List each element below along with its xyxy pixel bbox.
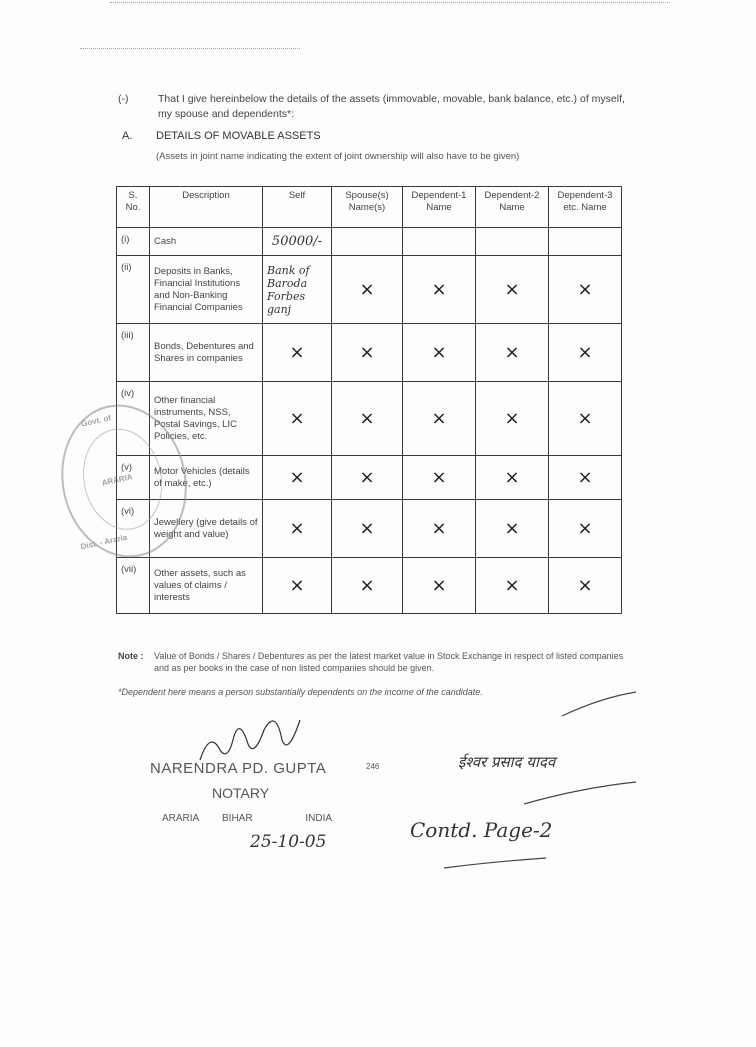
notary-name: NARENDRA PD. GUPTA (150, 760, 327, 777)
row-dependent-1-value (403, 256, 476, 324)
row-sno: (v) (117, 456, 150, 500)
cross-mark: × (431, 575, 447, 596)
cross-mark: × (431, 518, 447, 539)
intro-number: (-) (118, 93, 129, 105)
row-sno: (vii) (117, 558, 150, 614)
row-dependent-2-value (476, 456, 549, 500)
note-label: Note : (118, 651, 144, 661)
cross-mark: × (359, 518, 375, 539)
row-dependent-1-value (403, 456, 476, 500)
cross-mark: × (577, 408, 593, 429)
section-letter: A. (122, 130, 133, 142)
notary-title: NOTARY (212, 785, 270, 801)
cross-mark: × (577, 467, 593, 488)
header-self: Self (263, 187, 332, 228)
cross-mark: × (577, 342, 593, 363)
row-sno: (iv) (117, 382, 150, 456)
row-dependent-3-value (549, 324, 622, 382)
cross-mark: × (289, 467, 305, 488)
cross-mark: × (431, 279, 447, 300)
header-dependent-2: Dependent-2 Name (476, 187, 549, 228)
row-self-value (263, 558, 332, 614)
row-spouse-value (332, 500, 403, 558)
row-self-value (263, 500, 332, 558)
notary-reg-number: 246 (366, 762, 380, 771)
row-sno: (vi) (117, 500, 150, 558)
row-dependent-1-value (403, 382, 476, 456)
section-note: (Assets in joint name indicating the extent of joint ownership will also have to be given) (156, 151, 520, 162)
row-dependent-2-value (476, 558, 549, 614)
notary-place (162, 813, 352, 824)
row-spouse-value (332, 382, 403, 456)
row-description: Bonds, Debentures and Shares in companies (150, 324, 263, 382)
row-self-value (263, 228, 332, 256)
header-dependent-1: Dependent-1 Name (403, 187, 476, 228)
intro-text: That I give hereinbelow the details of the assets (immovable, movable, bank balance, etc.) of myself, my spouse and dependents*: (158, 93, 625, 120)
row-dependent-1-value (403, 500, 476, 558)
table-row (117, 382, 622, 456)
cross-mark: × (504, 279, 520, 300)
section-heading (122, 130, 321, 142)
cross-mark: × (359, 408, 375, 429)
table-row (117, 228, 622, 256)
row-description: Jewellery (give details of weight and value) (150, 500, 263, 558)
table-row (117, 256, 622, 324)
row-sno: (ii) (117, 256, 150, 324)
cross-mark: × (504, 342, 520, 363)
row-dependent-1-value (403, 558, 476, 614)
cross-mark: × (504, 408, 520, 429)
row-description: Cash (150, 228, 263, 256)
cross-mark: × (504, 467, 520, 488)
note-text: Value of Bonds / Shares / Debentures as per the latest market value in Stock Exchange in respect of listed companies and as per books in the case of non listed companies should be given. (154, 651, 624, 673)
header-dependent-3: Dependent-3 etc. Name (549, 187, 622, 228)
cash-amount-handwritten: 50000/- (271, 234, 323, 249)
stamp-text-mid: ARARIA (101, 472, 134, 488)
cross-mark: × (359, 575, 375, 596)
row-dependent-3-value (549, 500, 622, 558)
row-spouse-value (332, 558, 403, 614)
cross-mark: × (431, 467, 447, 488)
deponent-signature: ईश्वर प्रसाद यादव (458, 753, 556, 771)
row-dependent-1-value (403, 228, 476, 256)
intro-paragraph (118, 92, 626, 122)
row-description: Other financial instruments, NSS, Postal Savings, LIC Policies, etc. (150, 382, 263, 456)
bank-name-handwritten: Bank of Baroda Forbes ganj (267, 263, 310, 316)
continued-page-note: Contd. Page-2 (410, 818, 553, 842)
row-self-value (263, 256, 332, 324)
table-header-row (117, 187, 622, 228)
row-dependent-2-value (476, 500, 549, 558)
pen-stroke (520, 778, 640, 808)
row-dependent-1-value (403, 324, 476, 382)
row-self-value (263, 456, 332, 500)
cross-mark: × (289, 408, 305, 429)
cross-mark: × (577, 518, 593, 539)
row-spouse-value (332, 256, 403, 324)
row-dependent-2-value (476, 256, 549, 324)
movable-assets-table (116, 186, 622, 614)
cross-mark: × (289, 575, 305, 596)
notary-district: ARARIA (162, 813, 200, 824)
row-dependent-2-value (476, 382, 549, 456)
row-sno: (i) (117, 228, 150, 256)
cross-mark: × (504, 518, 520, 539)
cross-mark: × (431, 342, 447, 363)
row-spouse-value (332, 324, 403, 382)
notary-block (150, 760, 380, 824)
cross-mark: × (289, 342, 305, 363)
cross-mark: × (359, 342, 375, 363)
header-spouse: Spouse(s) Name(s) (332, 187, 403, 228)
row-dependent-2-value (476, 228, 549, 256)
header-sno: S. No. (117, 187, 150, 228)
cross-mark: × (577, 279, 593, 300)
table-row (117, 324, 622, 382)
row-dependent-3-value (549, 382, 622, 456)
row-self-value (263, 382, 332, 456)
cross-mark: × (577, 575, 593, 596)
cross-mark: × (289, 518, 305, 539)
row-dependent-3-value (549, 456, 622, 500)
cross-mark: × (504, 575, 520, 596)
row-spouse-value (332, 228, 403, 256)
pen-stroke (440, 852, 550, 872)
notarization-date: 25-10-05 (250, 832, 327, 852)
row-description: Motor Vehicles (details of make, etc.) (150, 456, 263, 500)
header-description: Description (150, 187, 263, 228)
table-row (117, 456, 622, 500)
row-description: Other assets, such as values of claims / interests (150, 558, 263, 614)
row-dependent-3-value (549, 228, 622, 256)
cross-mark: × (431, 408, 447, 429)
row-dependent-3-value (549, 558, 622, 614)
stamp-text-top: Govt. of (80, 413, 112, 429)
row-self-value (263, 324, 332, 382)
scan-artifact-line (80, 48, 300, 49)
notary-state: BIHAR (222, 813, 253, 824)
row-sno: (iii) (117, 324, 150, 382)
table-row (117, 500, 622, 558)
notary-country: INDIA (305, 813, 333, 824)
pen-stroke (560, 690, 640, 720)
cross-mark: × (359, 467, 375, 488)
section-title: DETAILS OF MOVABLE ASSETS (156, 130, 321, 142)
row-description: Deposits in Banks, Financial Institutions and Non-Banking Financial Companies (150, 256, 263, 324)
valuation-note (118, 650, 628, 674)
cross-mark: × (359, 279, 375, 300)
stamp-text-side: Dist. - Araria (79, 532, 128, 552)
row-dependent-2-value (476, 324, 549, 382)
dependent-definition: *Dependent here means a person substantially dependents on the income of the candidate. (118, 687, 483, 697)
row-spouse-value (332, 456, 403, 500)
table-row (117, 558, 622, 614)
row-dependent-3-value (549, 256, 622, 324)
scan-edge-line (110, 2, 670, 3)
